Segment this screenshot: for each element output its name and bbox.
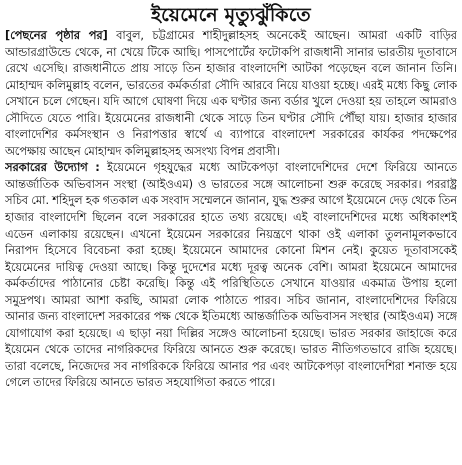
paragraph-2-text: ইয়েমেনে গৃহযুদ্ধের মধ্যে আটকেপড়া বাংলাদেশিদের দেশে ফিরিয়ে আনতে আন্তর্জাতিক অভিবাসন সংস্থা (আইওএম) ও ভারতের সঙ্গে আলোচনা শুরু করেছে সরকার। পররাষ্ট্র সচিব মো. শহিদুল হক গতকাল এক সংবাদ সম্মেলনে জানান, যুদ্ধ শুরুর আগে ইয়েমেনে দেড় থেকে তিন হাজার বাংলাদেশি ছিলেন বলে সরকারের হাতে তথ্য রয়েছে। এই বাংলাদেশিদের মধ্যে অধিকাংশই এডেন এলাকায় রয়েছেন। এখনো ইয়েমেন সরকারের নিয়ন্ত্রণে থাকা ওই এলাকা তুলনামূলকভাবে নিরাপদ হিসেবে বিবেচনা করা হচ্ছে। ইয়েমেনে আমাদের কোনো মিশন নেই। কুয়েত দূতাবাসকেই ইয়েমেনের দায়িত্ব দেওয়া আছে। কিন্তু দুদেশের মধ্যে দূরত্ব অনেক বেশি। আমরা ইয়েমেনে আমাদের কর্মকর্তাদের পাঠানোর চেষ্টা করেছি। কিন্তু এই পরিস্থিতিতে সেখানে যাওয়ার একমাত্র উপায় হলো সমুদ্রপথ। আমরা আশা করছি, আমরা লোক পাঠাতে পারব। সচিব জানান, বাংলাদেশিদের ফিরিয়ে আনার জন্য বাংলাদেশ সরকারের পক্ষ থেকে ইতিমধ্যে আন্তর্জাতিক অভিবাসন সংস্থার (আইওএম) সঙ্গে যোগাযোগ করা হয়েছে। এ ছাড়া নয়া দিল্লির সঙ্গেও আলোচনা হয়েছে। ভারত সরকার জাহাজে করে ইয়েমেন থেকে তাদের নাগরিকদের ফিরিয়ে আনতে শুরু করেছে। ভারত নীতিগতভাবে রাজি হয়েছে। তারা বলেছে, নিজেদের সব নাগরিককে ফিরিয়ে আনার পর এবং আটকেপড়া বাংলাদেশিরা শনাক্ত হয়ে গেলে তাদের ফিরিয়ে আনতে ভারত সহযোগিতা করতে পারে।: [5, 161, 457, 390]
continuation-marker: [পেছনের পৃষ্ঠার পর]: [5, 29, 108, 42]
article-paragraph-2: [5, 160, 457, 392]
paragraph-1-text: বাবুল, চট্টগ্রামের শাহীদুল্লাহসহ অনেকেই আছেন। আমরা একটি বাড়ির আন্ডারগ্রাউন্ডে থেকে, না খেয়ে টিকে আছি। পাসপোর্টের ফটোকপি রাজধানী সানার ভারতীয় দূতাবাসে রেখে এসেছি। রাজধানীতে প্রায় সাড়ে তিন হাজার বাংলাদেশি আটকা পড়েছেন বলে জানান তিনি। মোহাম্মদ কলিমুল্লাহ বলেন, ভারতের কর্মকর্তারা সৌদি আরবে নিয়ে যাওয়া হচ্ছে। এরই মধ্যে কিছু লোক সেখানে চলে গেছেন। যদি আগে ঘোষণা দিয়ে এক ঘণ্টার জন্য বর্ডার খুলে দেওয়া হয় তাহলে আমরাও সৌদিতে যেতে পারি। ইয়েমেনের রাজধানী থেকে সাড়ে তিন ঘণ্টার সৌদি পৌঁছা যায়। হাজার হাজার বাংলাদেশির কর্মসংস্থান ও নিরাপত্তার স্বার্থে এ ব্যাপারে বাংলাদেশ সরকারের কার্যকর পদক্ষেপের অপেক্ষায় আছেন মোহাম্মদ কলিমুল্লাহসহ অসংখ্য বিপন্ন প্রবাসী।: [5, 29, 457, 158]
section-subhead: সরকারের উদ্যোগ :: [5, 161, 100, 175]
article-paragraph-1: [5, 28, 457, 160]
article-headline: ইয়েমেনে মৃত্যুঝুঁকিতে: [151, 4, 311, 26]
